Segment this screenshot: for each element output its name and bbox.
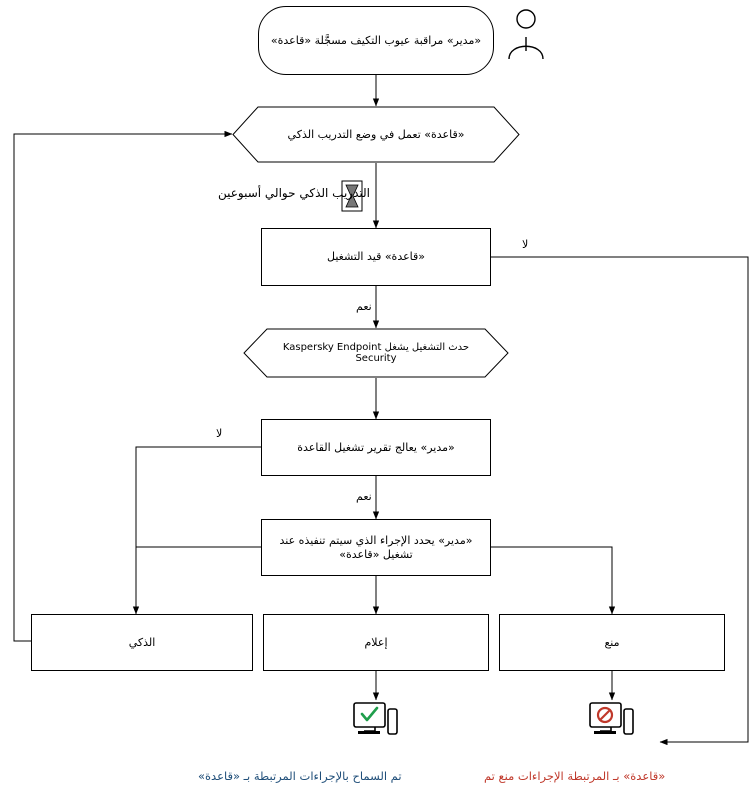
node-trigger-event	[243, 328, 509, 378]
node-admin-monitor	[258, 6, 494, 75]
node-rule-enabled-label: «قاعدة» قيد التشغيل	[326, 250, 425, 264]
note-training-duration: التدريب الذكي حوالي أسبوعين	[217, 186, 370, 200]
node-action-block-label: منع	[604, 635, 620, 649]
node-action-smart-label: الذكي	[128, 635, 156, 649]
monitor-check-icon	[352, 700, 402, 746]
node-rule-learning-label: «قاعدة» تعمل في وضع التدريب الذكي	[287, 128, 465, 141]
node-rule-learning	[232, 106, 520, 163]
user-icon	[496, 6, 556, 66]
node-admin-monitor-label: «مدير» مراقبة عيوب التكيف مسجَّلة «قاعدة»	[270, 33, 482, 47]
caption-block: «قاعدة» بـ المرتبطة الإجراءات منع تم	[484, 769, 666, 783]
node-action-block	[499, 614, 725, 671]
node-trigger-event-label: حدث التشغيل يشغل Kaspersky Endpoint Security	[282, 342, 470, 364]
node-rule-enabled	[261, 228, 491, 286]
node-action-notify	[263, 614, 489, 671]
node-admin-report-label: «مدير» يعالج تقرير تشغيل القاعدة	[297, 440, 455, 454]
edge-label-rule-enabled-yes: نعم	[356, 300, 372, 313]
edge-label-rule-enabled-no: لا	[522, 238, 529, 251]
edge-label-report-yes: نعم	[356, 490, 372, 503]
node-action-smart	[31, 614, 253, 671]
node-action-notify-label: إعلام	[364, 635, 388, 649]
node-admin-report	[261, 419, 491, 476]
monitor-block-icon	[588, 700, 638, 746]
caption-allow: تم السماح بالإجراءات المرتبطة بـ «قاعدة»	[198, 769, 402, 783]
node-admin-action-label: «مدير» يحدد الإجراء الذي سيتم تنفيذه عند تشغيل «قاعدة»	[279, 533, 473, 561]
node-admin-action	[261, 519, 491, 576]
edge-label-report-no: لا	[216, 427, 223, 440]
